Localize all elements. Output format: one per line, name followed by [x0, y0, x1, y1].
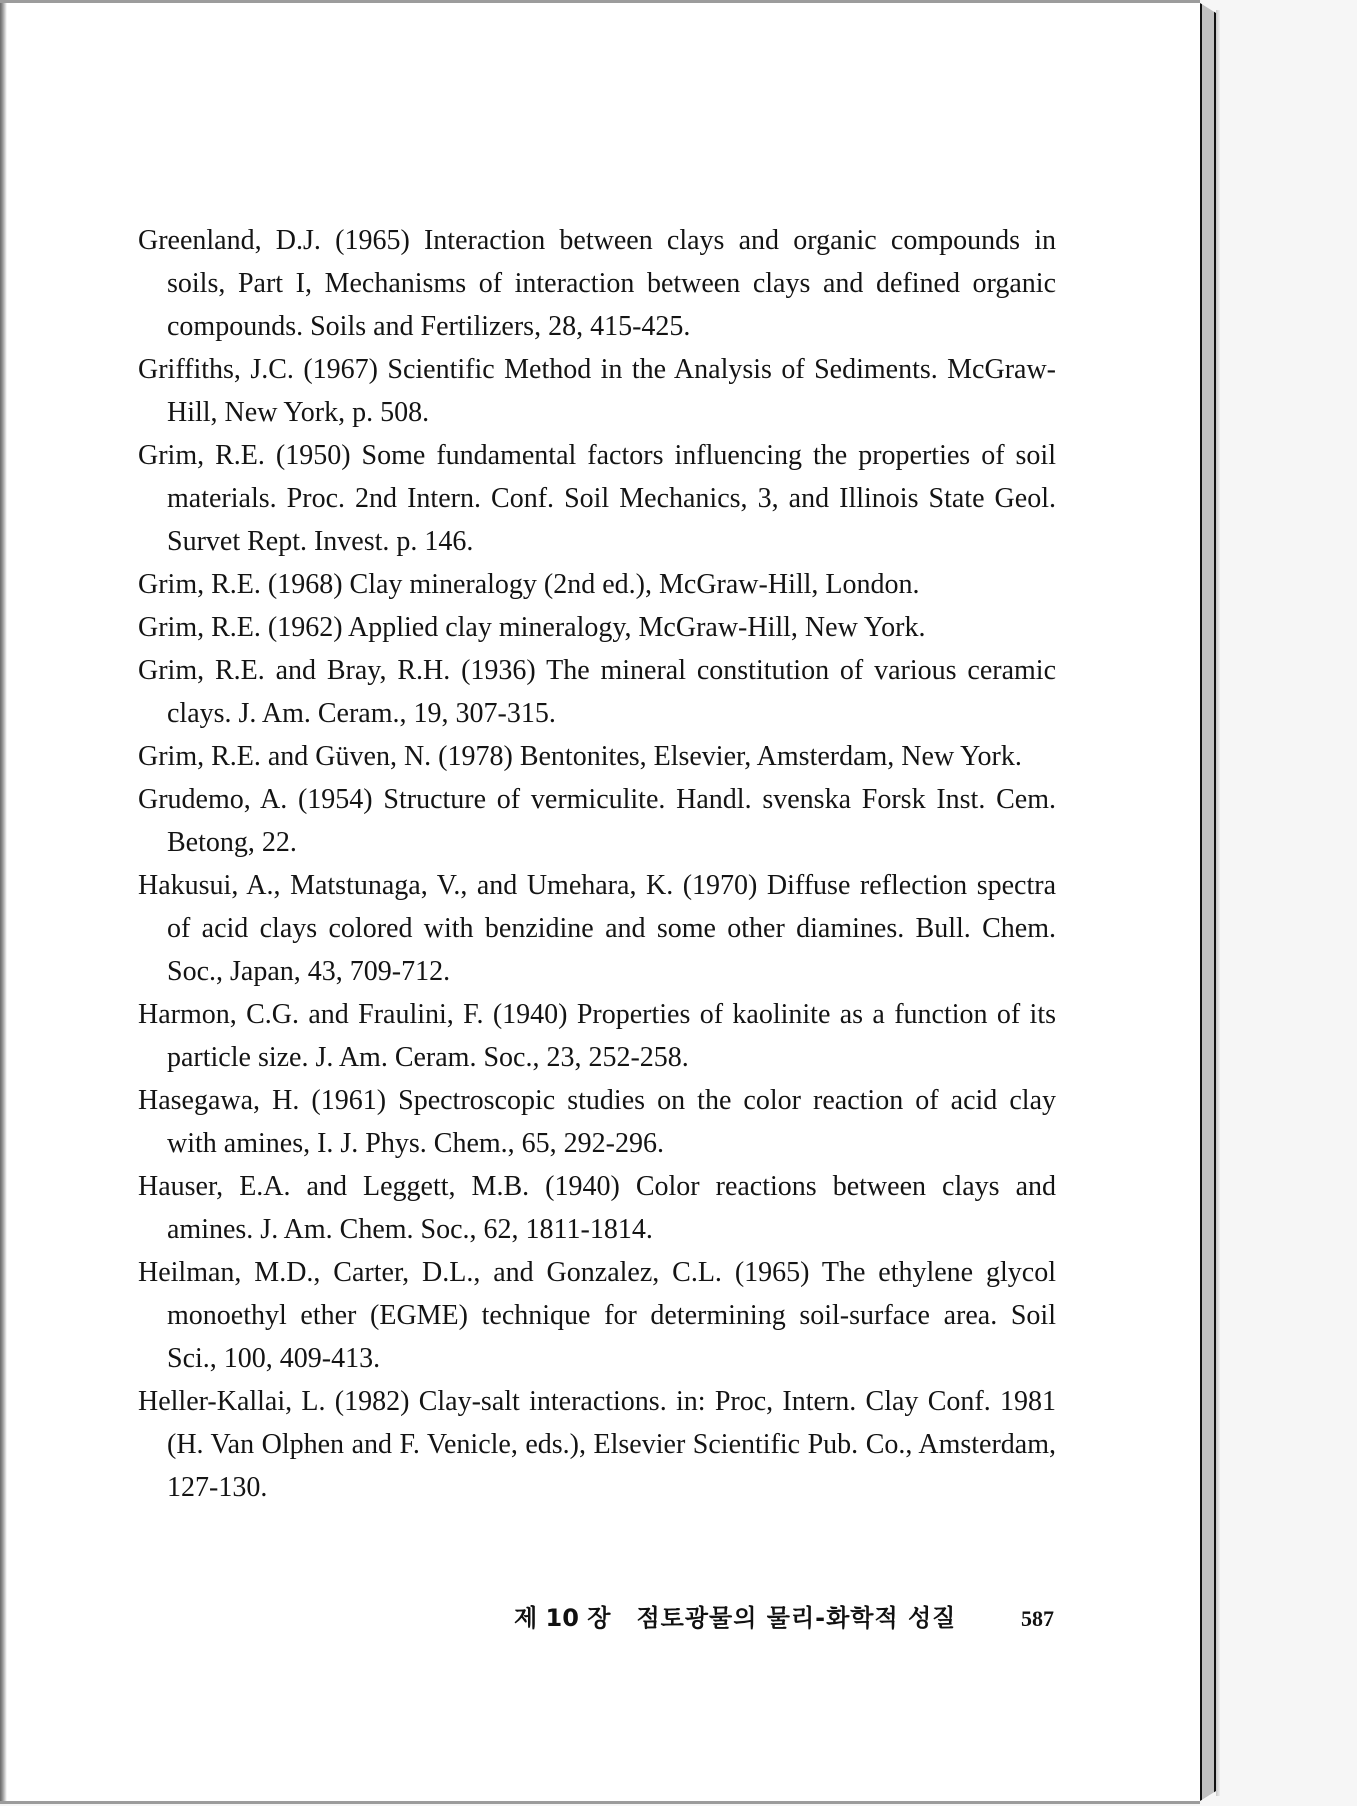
- page-frame-left: [0, 3, 7, 1801]
- reference-entry: Grim, R.E. (1968) Clay mineralogy (2nd ed.), McGraw-Hill, London.: [138, 569, 920, 600]
- reference-entry: Grudemo, A. (1954) Structure of vermiculite. Handl. svenska Forsk Inst. Cem. Betong, 22.: [138, 784, 1056, 858]
- reference-entry: Harmon, C.G. and Fraulini, F. (1940) Properties of kaolinite as a function of its particle size. J. Am. Ceram. Soc., 23, 252-258.: [138, 999, 1056, 1073]
- reference-entry: Grim, R.E. (1950) Some fundamental factors influencing the properties of soil materials. Proc. 2nd Intern. Conf. Soil Mechanics, 3, and Illinois State Geol. Survet Rept. Invest. p. 146.: [138, 440, 1056, 557]
- reference-entry: Heller-Kallai, L. (1982) Clay-salt interactions. in: Proc, Intern. Clay Conf. 1981 (H. Van Olphen and F. Venicle, eds.), Elsevier Scientific Pub. Co., Amsterdam, 127-130.: [138, 1386, 1056, 1503]
- running-footer: [514, 1598, 1054, 1633]
- reference-entry: Griffiths, J.C. (1967) Scientific Method in the Analysis of Sediments. McGraw-Hill, New York, p. 508.: [138, 354, 1056, 428]
- reference-entry: Hasegawa, H. (1961) Spectroscopic studies on the color reaction of acid clay with amines, I. J. Phys. Chem., 65, 292-296.: [138, 1085, 1056, 1159]
- chapter-title: 점토광물의 물리-화학적 성질: [636, 1604, 957, 1632]
- page-edge-shadow: [1216, 10, 1220, 1796]
- reference-entry: Greenland, D.J. (1965) Interaction between clays and organic compounds in soils, Part I, Mechanisms of interaction between clays and defined organic compounds. Soils and Fertilizers, 28, 415-425.: [138, 225, 1056, 342]
- reference-list: [138, 219, 1056, 1509]
- page-frame-bottom: [0, 1801, 1200, 1804]
- reference-entry: Hauser, E.A. and Leggett, M.B. (1940) Color reactions between clays and amines. J. Am. Chem. Soc., 62, 1811-1814.: [138, 1171, 1056, 1245]
- page-frame-top: [0, 0, 1200, 3]
- page-number: 587: [1021, 1606, 1054, 1631]
- chapter-label: 제 10 장: [514, 1604, 611, 1632]
- page-edge: [1200, 3, 1216, 1801]
- reference-entry: Hakusui, A., Matstunaga, V., and Umehara, K. (1970) Diffuse reflection spectra of acid clays colored with benzidine and some other diamines. Bull. Chem. Soc., Japan, 43, 709-712.: [138, 870, 1056, 987]
- reference-entry: Heilman, M.D., Carter, D.L., and Gonzalez, C.L. (1965) The ethylene glycol monoethyl ether (EGME) technique for determining soil-surface area. Soil Sci., 100, 409-413.: [138, 1257, 1056, 1374]
- reference-entry: Grim, R.E. and Bray, R.H. (1936) The mineral constitution of various ceramic clays. J. Am. Ceram., 19, 307-315.: [138, 655, 1056, 729]
- reference-entry: Grim, R.E. (1962) Applied clay mineralogy, McGraw-Hill, New York.: [138, 612, 926, 643]
- reference-entry: Grim, R.E. and Güven, N. (1978) Bentonites, Elsevier, Amsterdam, New York.: [138, 741, 1022, 772]
